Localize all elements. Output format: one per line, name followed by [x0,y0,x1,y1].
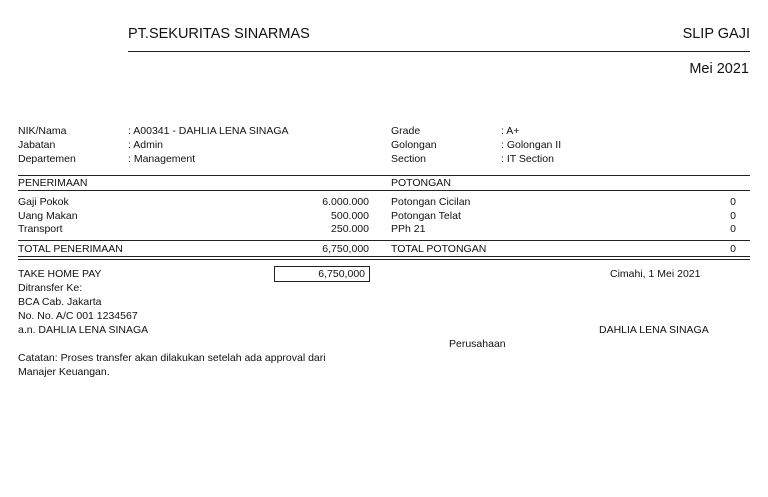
earning-item-amount: 6.000.000 [322,196,369,208]
company-name: PT.SEKURITAS SINARMAS [128,26,310,42]
deduction-item-label: Potongan Telat [391,210,461,222]
company-signature-label: Perusahaan [449,338,506,350]
header-divider [128,51,750,52]
deduction-item-amount: 0 [730,223,736,235]
take-home-box [274,266,370,282]
earnings-heading: PENERIMAAN [18,177,88,189]
totals-bottom-line [18,256,750,257]
transfer-bank: BCA Cab. Jakarta [18,296,102,308]
position-value: : Admin [128,139,164,151]
position-label: Jabatan [18,139,56,151]
take-home-label: TAKE HOME PAY [18,268,102,280]
deduction-item-label: Potongan Cicilan [391,196,471,208]
pay-period: Mei 2021 [689,61,749,77]
earning-item-label: Uang Makan [18,210,78,222]
totals-top-line [18,240,750,241]
earning-item-amount: 250.000 [331,223,369,235]
deduction-item-label: PPh 21 [391,223,426,235]
totals-double-line [18,259,750,260]
section-value: : IT Section [501,153,554,165]
transfer-account-name: a.n. DAHLIA LENA SINAGA [18,324,149,336]
total-deductions-amount: 0 [730,243,736,255]
transfer-account: No. No. A/C 001 1234567 [18,310,138,322]
earning-item-label: Gaji Pokok [18,196,69,208]
grade-label: Grade [391,125,421,137]
nik-name-value: : A00341 - DAHLIA LENA SINAGA [128,125,289,137]
note-line: Catatan: Proses transfer akan dilakukan setelah ada approval dari [18,352,326,364]
class-label: Golongan [391,139,437,151]
document-title: SLIP GAJI [682,26,750,42]
deductions-heading: POTONGAN [391,177,451,189]
total-earnings-label: TOTAL PENERIMAAN [18,243,123,255]
table-top-line [18,175,750,176]
nik-name-label: NIK/Nama [18,125,67,137]
place-date: Cimahi, 1 Mei 2021 [610,268,701,280]
note-line: Manajer Keuangan. [18,366,110,378]
earning-item-label: Transport [18,223,63,235]
grade-value: : A+ [501,125,520,137]
total-earnings-amount: 6,750,000 [322,243,369,255]
total-deductions-label: TOTAL POTONGAN [391,243,487,255]
deduction-item-amount: 0 [730,196,736,208]
earning-item-amount: 500.000 [331,210,369,222]
section-label: Section [391,153,427,165]
department-value: : Management [128,153,196,165]
class-value: : Golongan II [501,139,562,151]
transfer-heading: Ditransfer Ke: [18,282,83,294]
take-home-amount: 6,750,000 [318,268,365,280]
employee-signature-name: DAHLIA LENA SINAGA [599,324,709,336]
table-heading-line [18,190,750,191]
deduction-item-amount: 0 [730,210,736,222]
department-label: Departemen [18,153,76,165]
